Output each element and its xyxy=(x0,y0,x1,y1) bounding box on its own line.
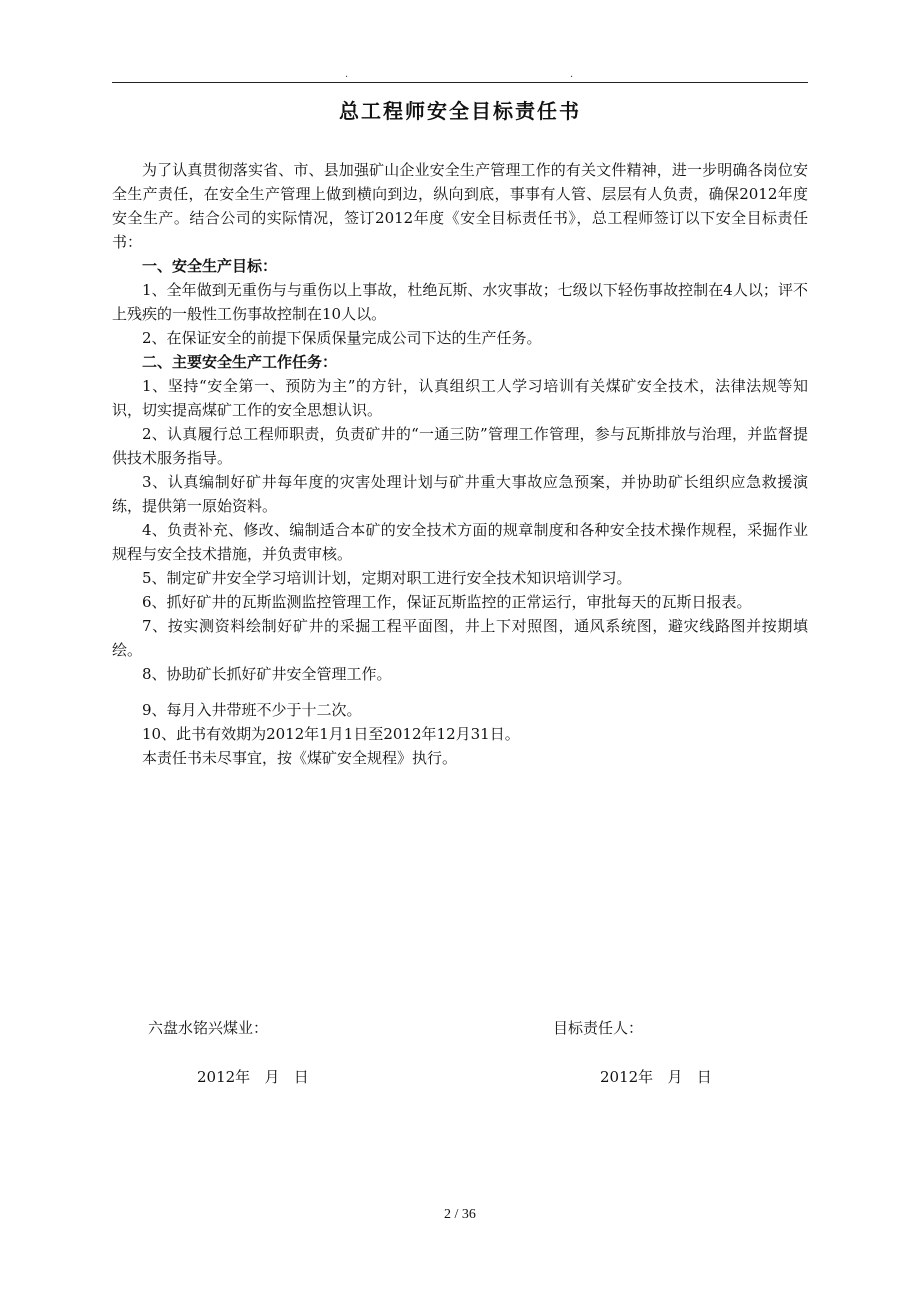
document-title: 总工程师安全目标责任书 xyxy=(339,99,581,123)
list-item: 4、负责补充、修改、编制适合本矿的安全技术方面的规章制度和各种安全技术操作规程，采掘作业规程与安全技术措施，并负责审核。 xyxy=(112,521,808,563)
list-item: 9、每月入井带班不少于十二次。 xyxy=(142,701,362,719)
list-item: 1、全年做到无重伤与与重伤以上事故，杜绝瓦斯、水灾事故；七级以下轻伤事故控制在4人以；评不上残疾的一般性工伤事故控制在10人以。 xyxy=(112,281,808,323)
list-item: 2、在保证安全的前提下保质保量完成公司下达的生产任务。 xyxy=(142,329,542,347)
signature-company-label: 六盘水铭兴煤业： xyxy=(148,1019,269,1037)
list-item: 3、认真编制好矿井每年度的灾害处理计划与矿井重大事故应急预案，并协助矿长组织应急救援演练，提供第一原始资料。 xyxy=(112,473,808,515)
section-heading-goals: 一、安全生产目标： xyxy=(142,257,278,275)
signature-company-date: 2012年 月 日 xyxy=(197,1068,309,1086)
list-item: 5、制定矿井安全学习培训计划，定期对职工进行安全技术知识培训学习。 xyxy=(142,569,632,587)
header-dot: . xyxy=(570,69,574,80)
signature-person-date: 2012年 月 日 xyxy=(600,1068,712,1086)
header-dot: . xyxy=(345,69,349,80)
header-rule xyxy=(112,82,808,83)
intro-paragraph: 为了认真贯彻落实省、市、县加强矿山企业安全生产管理工作的有关文件精神，进一步明确各岗位安全生产责任，在安全生产管理上做到横向到边，纵向到底，事事有人管、层层有人负责，确保2012年度安全生产。结合公司的实际情况，签订2012年度《安全目标责任书》，总工程师签订以下安全目标责任书： xyxy=(112,161,808,251)
closing-note: 本责任书未尽事宜，按《煤矿安全规程》执行。 xyxy=(142,749,458,767)
page-header-dots xyxy=(0,70,920,80)
signature-person-label: 目标责任人： xyxy=(553,1019,644,1037)
page-number: 2 / 36 xyxy=(444,1207,476,1222)
list-item: 7、按实测资料绘制好矿井的采掘工程平面图，井上下对照图，通风系统图，避灾线路图并按期填绘。 xyxy=(112,617,808,659)
paragraph-gap xyxy=(112,686,808,698)
section-heading-tasks: 二、主要安全生产工作任务： xyxy=(142,353,338,371)
document-body xyxy=(112,158,808,770)
list-item: 8、协助矿长抓好矿井安全管理工作。 xyxy=(142,665,392,683)
list-item: 2、认真履行总工程师职责，负责矿井的“一通三防”管理工作管理，参与瓦斯排放与治理，并监督提供技术服务指导。 xyxy=(112,425,808,467)
list-item: 1、坚持“安全第一、预防为主”的方针，认真组织工人学习培训有关煤矿安全技术，法律法规等知识，切实提高煤矿工作的安全思想认识。 xyxy=(112,377,808,419)
list-item: 6、抓好矿井的瓦斯监测监控管理工作，保证瓦斯监控的正常运行，审批每天的瓦斯日报表。 xyxy=(142,593,752,611)
list-item: 10、此书有效期为2012年1月1日至2012年12月31日。 xyxy=(142,725,520,743)
